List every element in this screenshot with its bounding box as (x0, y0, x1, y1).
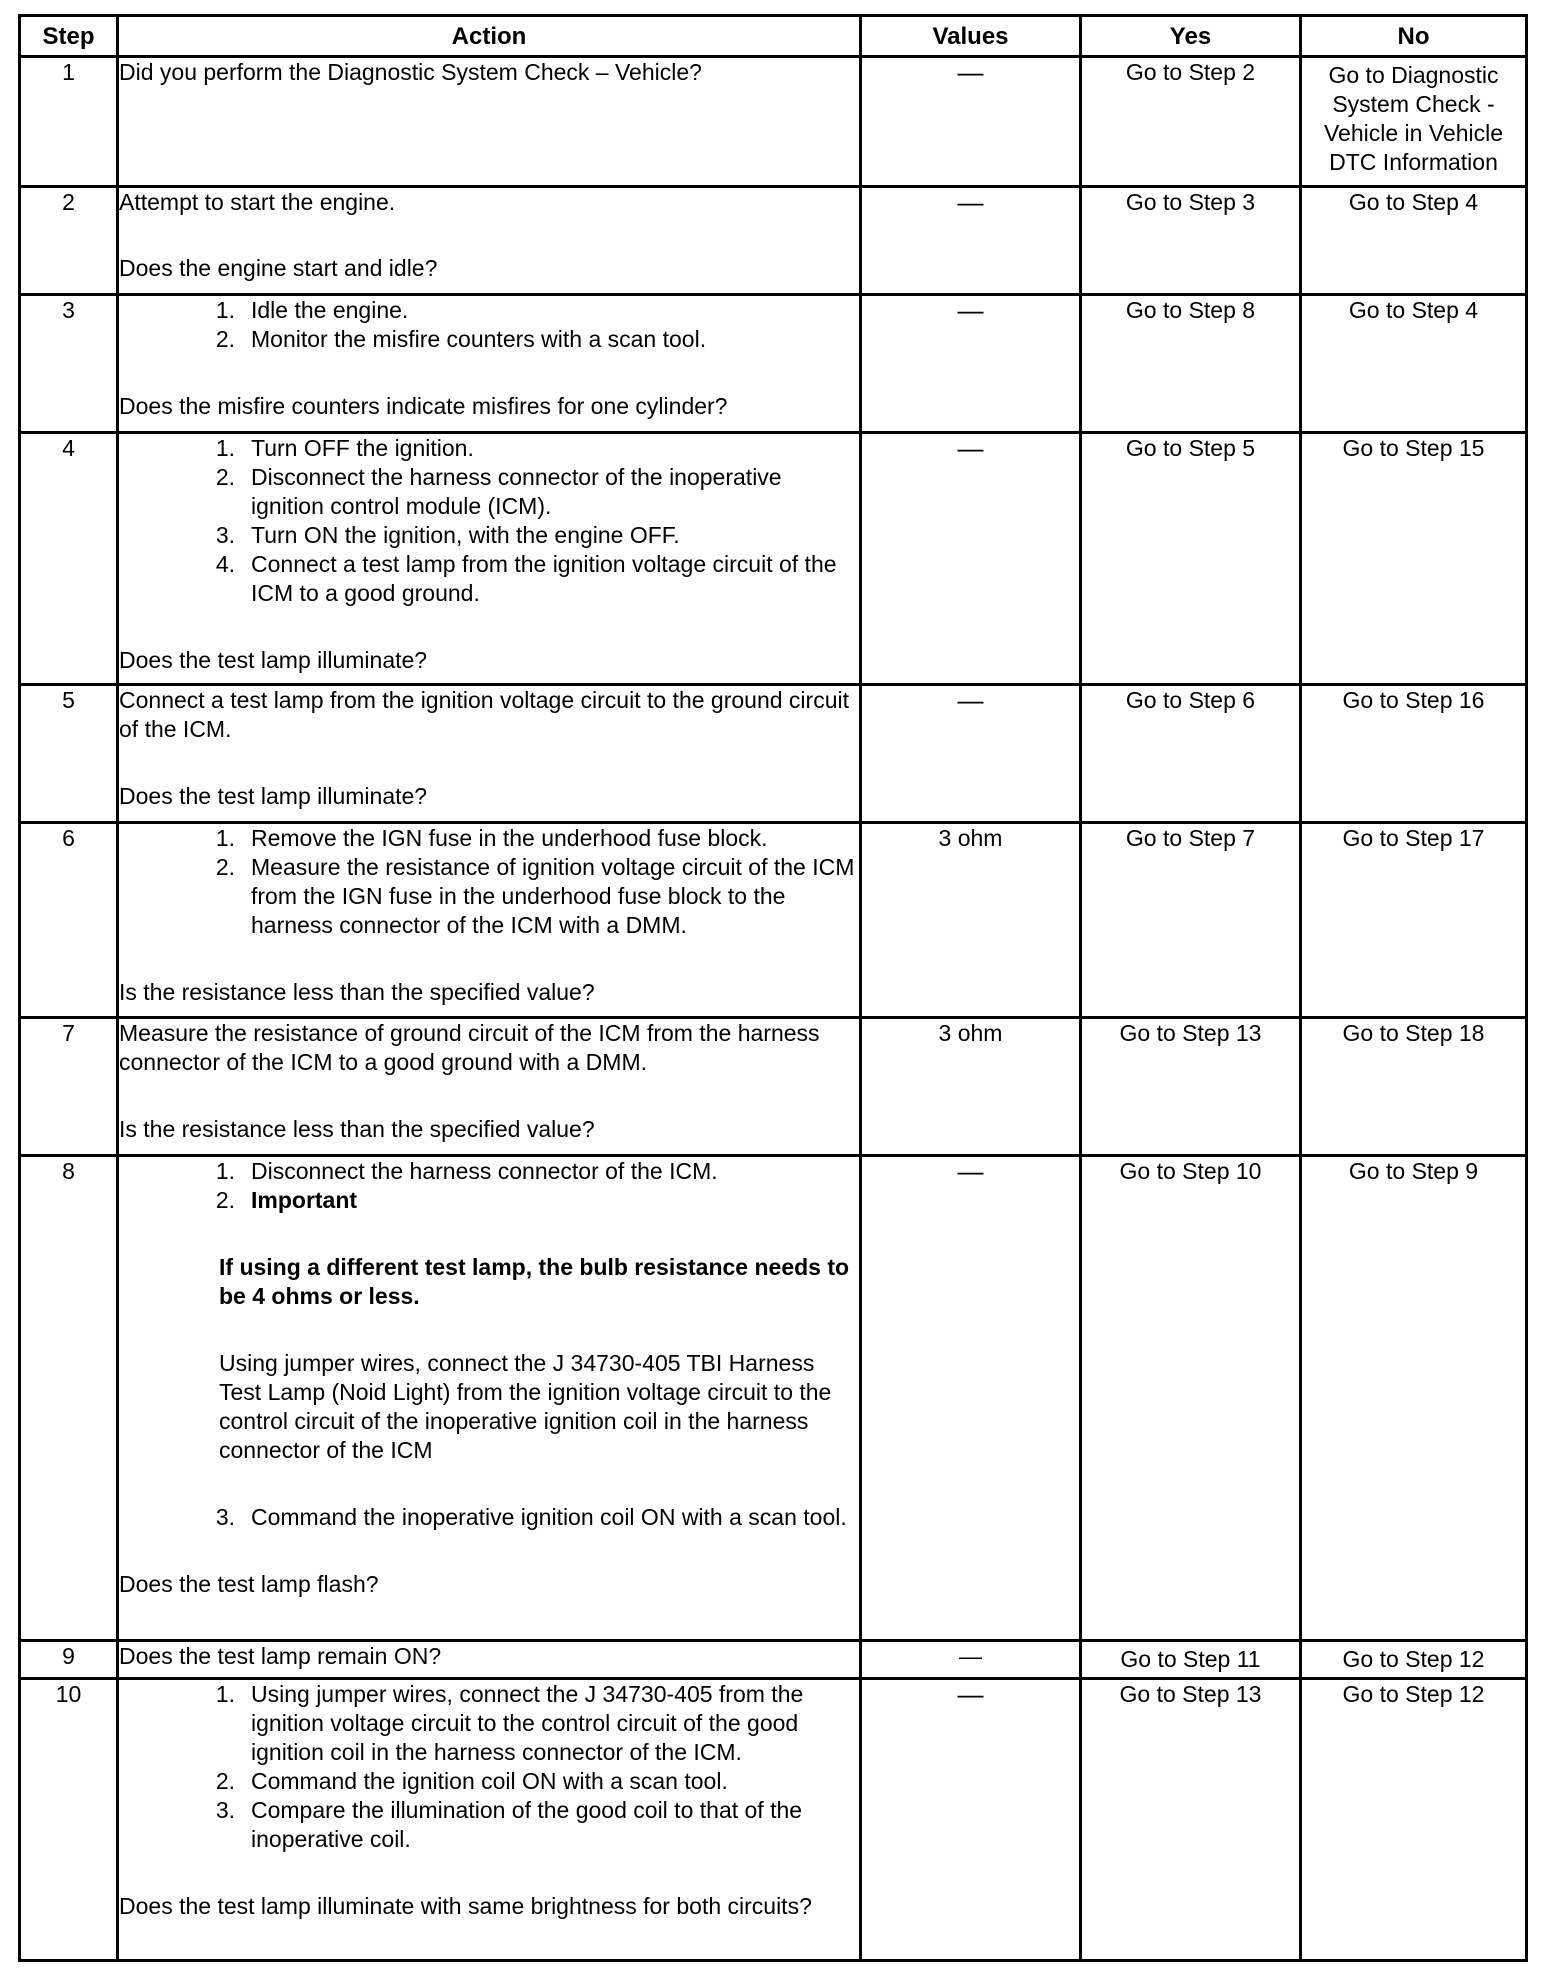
list-item: 2. Disconnect the harness connector of the inoperative ignition control module (ICM). (215, 464, 782, 519)
step-number: 3 (20, 295, 118, 433)
action-text: Connect a test lamp from the ignition voltage circuit to the ground circuit of the ICM. (119, 687, 849, 742)
action-steps (119, 434, 859, 608)
yes-cell: Go to Step 13 (1081, 1679, 1301, 1961)
list-item: 2. Command the ignition coil ON with a scan tool. (215, 1768, 728, 1794)
no-cell: Go to Step 4 (1301, 187, 1527, 295)
action-cell (118, 823, 861, 1018)
step-number: 9 (20, 1641, 118, 1679)
value-cell: — (861, 1679, 1081, 1961)
header-yes: Yes (1081, 16, 1301, 57)
yes-cell: Go to Step 13 (1081, 1018, 1301, 1156)
action-question: Is the resistance less than the specified value? (119, 979, 595, 1005)
action-question: Does the misfire counters indicate misfires for one cylinder? (119, 393, 728, 419)
list-item: 1. Disconnect the harness connector of the ICM. (215, 1158, 718, 1184)
action-text: Attempt to start the engine. (119, 189, 396, 215)
no-cell: Go to Step 15 (1301, 433, 1527, 685)
table-row (20, 57, 1527, 187)
action-question: Is the resistance less than the specified value? (119, 1116, 595, 1142)
action-steps (119, 824, 859, 940)
action-cell (118, 1156, 861, 1641)
important-label: Important (251, 1187, 358, 1213)
action-cell (118, 187, 861, 295)
action-cell (118, 295, 861, 433)
action-question: Does the test lamp flash? (119, 1571, 379, 1597)
table-row (20, 1641, 1527, 1679)
list-item: 2. Important (119, 1186, 859, 1215)
action-text: Measure the resistance of ground circuit of the ICM from the harness connector of the ICM to a good ground with a DMM. (119, 1020, 820, 1075)
value-cell: 3 ohm (861, 1018, 1081, 1156)
yes-cell: Go to Step 3 (1081, 187, 1301, 295)
diagnostic-table (18, 14, 1528, 1962)
yes-cell: Go to Step 7 (1081, 823, 1301, 1018)
yes-cell: Go to Step 5 (1081, 433, 1301, 685)
important-note: If using a different test lamp, the bulb resistance needs to be 4 ohms or less. (219, 1254, 850, 1309)
action-cell (118, 1679, 861, 1961)
table-row (20, 685, 1527, 823)
value-cell: 3 ohm (861, 823, 1081, 1018)
value-cell: — (861, 187, 1081, 295)
list-item: 4. Connect a test lamp from the ignition voltage circuit of the ICM to a good ground. (215, 551, 837, 606)
action-question: Does the test lamp illuminate? (119, 647, 428, 673)
yes-cell: Go to Step 8 (1081, 295, 1301, 433)
value-cell: — (861, 295, 1081, 433)
table-row (20, 823, 1527, 1018)
table-row (20, 1679, 1527, 1961)
header-values: Values (861, 16, 1081, 57)
no-cell: Go to Step 17 (1301, 823, 1527, 1018)
action-steps (119, 1503, 859, 1532)
yes-cell: Go to Step 11 (1081, 1641, 1301, 1679)
header-action: Action (118, 16, 861, 57)
no-cell: Go to Step 12 (1301, 1641, 1527, 1679)
value-cell: — (861, 433, 1081, 685)
yes-cell: Go to Step 10 (1081, 1156, 1301, 1641)
action-cell (118, 685, 861, 823)
action-steps (119, 296, 859, 354)
action-cell (118, 1018, 861, 1156)
list-item: 3. Command the inoperative ignition coil ON with a scan tool. (215, 1504, 847, 1530)
list-item: 3. Turn ON the ignition, with the engine OFF. (215, 522, 680, 548)
action-question: Does the test lamp illuminate? (119, 783, 428, 809)
no-cell: Go to Step 9 (1301, 1156, 1527, 1641)
step-number: 8 (20, 1156, 118, 1641)
value-cell: — (861, 57, 1081, 187)
step-number: 5 (20, 685, 118, 823)
value-cell: — (861, 1641, 1081, 1679)
list-item: 1. Turn OFF the ignition. (215, 435, 474, 461)
action-question: Does the engine start and idle? (119, 255, 438, 281)
no-cell: Go to Diagnostic System Check - Vehicle in Vehicle DTC Information (1301, 57, 1527, 187)
table-row (20, 433, 1527, 685)
action-steps (119, 1157, 859, 1215)
list-item: 1. Idle the engine. (215, 297, 409, 323)
header-no: No (1301, 16, 1527, 57)
value-cell: — (861, 685, 1081, 823)
list-item: 2. Monitor the misfire counters with a scan tool. (215, 326, 707, 352)
yes-cell: Go to Step 2 (1081, 57, 1301, 187)
table-row (20, 1018, 1527, 1156)
action-text: Did you perform the Diagnostic System Check – Vehicle? (119, 59, 702, 85)
no-cell: Go to Step 16 (1301, 685, 1527, 823)
table-row (20, 1156, 1527, 1641)
list-item: 3. Compare the illumination of the good coil to that of the inoperative coil. (215, 1797, 803, 1852)
step-number: 1 (20, 57, 118, 187)
action-text: Does the test lamp remain ON? (119, 1643, 442, 1669)
no-cell: Go to Step 18 (1301, 1018, 1527, 1156)
step-number: 7 (20, 1018, 118, 1156)
step-number: 10 (20, 1679, 118, 1961)
step-number: 4 (20, 433, 118, 685)
table-row (20, 187, 1527, 295)
action-cell (118, 1641, 861, 1679)
jumper-instruction: Using jumper wires, connect the J 34730-405 TBI Harness Test Lamp (Noid Light) from the ignition voltage circuit to the control circuit of the inoperative ignition coil in the harness connector of the ICM (219, 1350, 832, 1463)
list-item: 1. Using jumper wires, connect the J 34730-405 from the ignition voltage circuit to the control circuit of the good ignition coil in the harness connector of the ICM. (215, 1681, 804, 1765)
value-cell: — (861, 1156, 1081, 1641)
step-number: 2 (20, 187, 118, 295)
action-steps (119, 1680, 859, 1854)
action-question: Does the test lamp illuminate with same brightness for both circuits? (119, 1893, 812, 1919)
step-number: 6 (20, 823, 118, 1018)
list-item: 2. Measure the resistance of ignition voltage circuit of the ICM from the IGN fuse in the underhood fuse block to the harness connector of the ICM with a DMM. (215, 854, 855, 938)
no-cell: Go to Step 4 (1301, 295, 1527, 433)
action-cell (118, 57, 861, 187)
header-step: Step (20, 16, 118, 57)
no-cell: Go to Step 12 (1301, 1679, 1527, 1961)
action-cell (118, 433, 861, 685)
table-row (20, 295, 1527, 433)
header-row (20, 16, 1527, 57)
yes-cell: Go to Step 6 (1081, 685, 1301, 823)
list-item: 1. Remove the IGN fuse in the underhood fuse block. (215, 825, 768, 851)
